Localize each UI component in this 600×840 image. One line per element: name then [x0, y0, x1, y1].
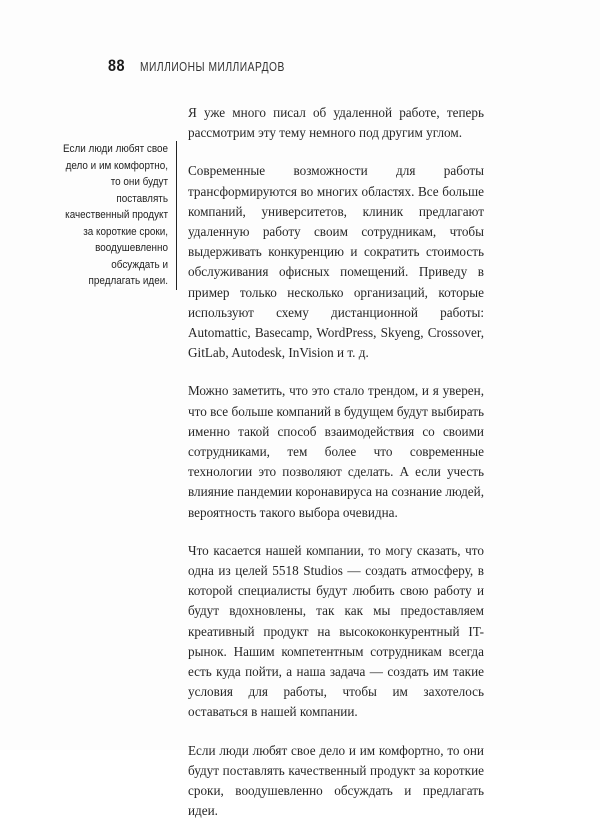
running-title: МИЛЛИОНЫ МИЛЛИАРДОВ	[139, 60, 285, 74]
paragraph-5: Если люди любят свое дело и им комфортно, то они будут поставлять качественный продукт за короткие сроки, воодушевленно обсуждать и предлагать идеи.	[188, 742, 484, 819]
pull-quote-text: Если люди любят свое дело и им комфортно, то они будут поставлять качественный продукт за короткие сроки, воодушевленно обсуждать и предлагать идеи.	[63, 143, 168, 287]
sidebar-pull-quote	[50, 141, 177, 290]
paragraph-4: Что касается нашей компании, то могу сказать, что одна из целей 5518 Studios — создать атмосферу, в которой специалисты будут любить свою работу и будут вдохновлены, так как мы предоставляем креативный продукт на высококонкурентный IT-рынок. Нашим компетентным сотрудникам всегда есть куда пойти, а наша задача — создать им такие условия для работы, чтобы им захотелось оставаться в нашей компании.	[188, 542, 484, 720]
paragraph-1: Я уже много писал об удаленной работе, теперь рассмотрим эту тему немного под другим углом.	[188, 105, 484, 141]
page-number: 88	[108, 56, 125, 75]
paragraph-2: Современные возможности для работы трансформируются во многих областях. Все больше компаний, университетов, клиник предлагают удаленную работу своим сотрудникам, чтобы выдерживать конкуренцию и сократить стоимость обслуживания офисных помещений. Приведу в пример только несколько организаций, которые используют схему дистанционной работы: Automattic, Basecamp, WordPress, Skyeng, Crossover, GitLab, Autodesk, InVision и т. д.	[188, 163, 484, 361]
page-header	[108, 56, 317, 76]
paragraph-3: Можно заметить, что это стало трендом, и я уверен, что все больше компаний в будущем будут выбирать именно такой способ взаимодействия со своими сотрудниками, тем более что современные технологии это позволяют сделать. А если учесть влияние пандемии коронавируса на сознание людей, вероятность такого выбора очевидна.	[188, 383, 484, 520]
main-text	[188, 103, 484, 840]
